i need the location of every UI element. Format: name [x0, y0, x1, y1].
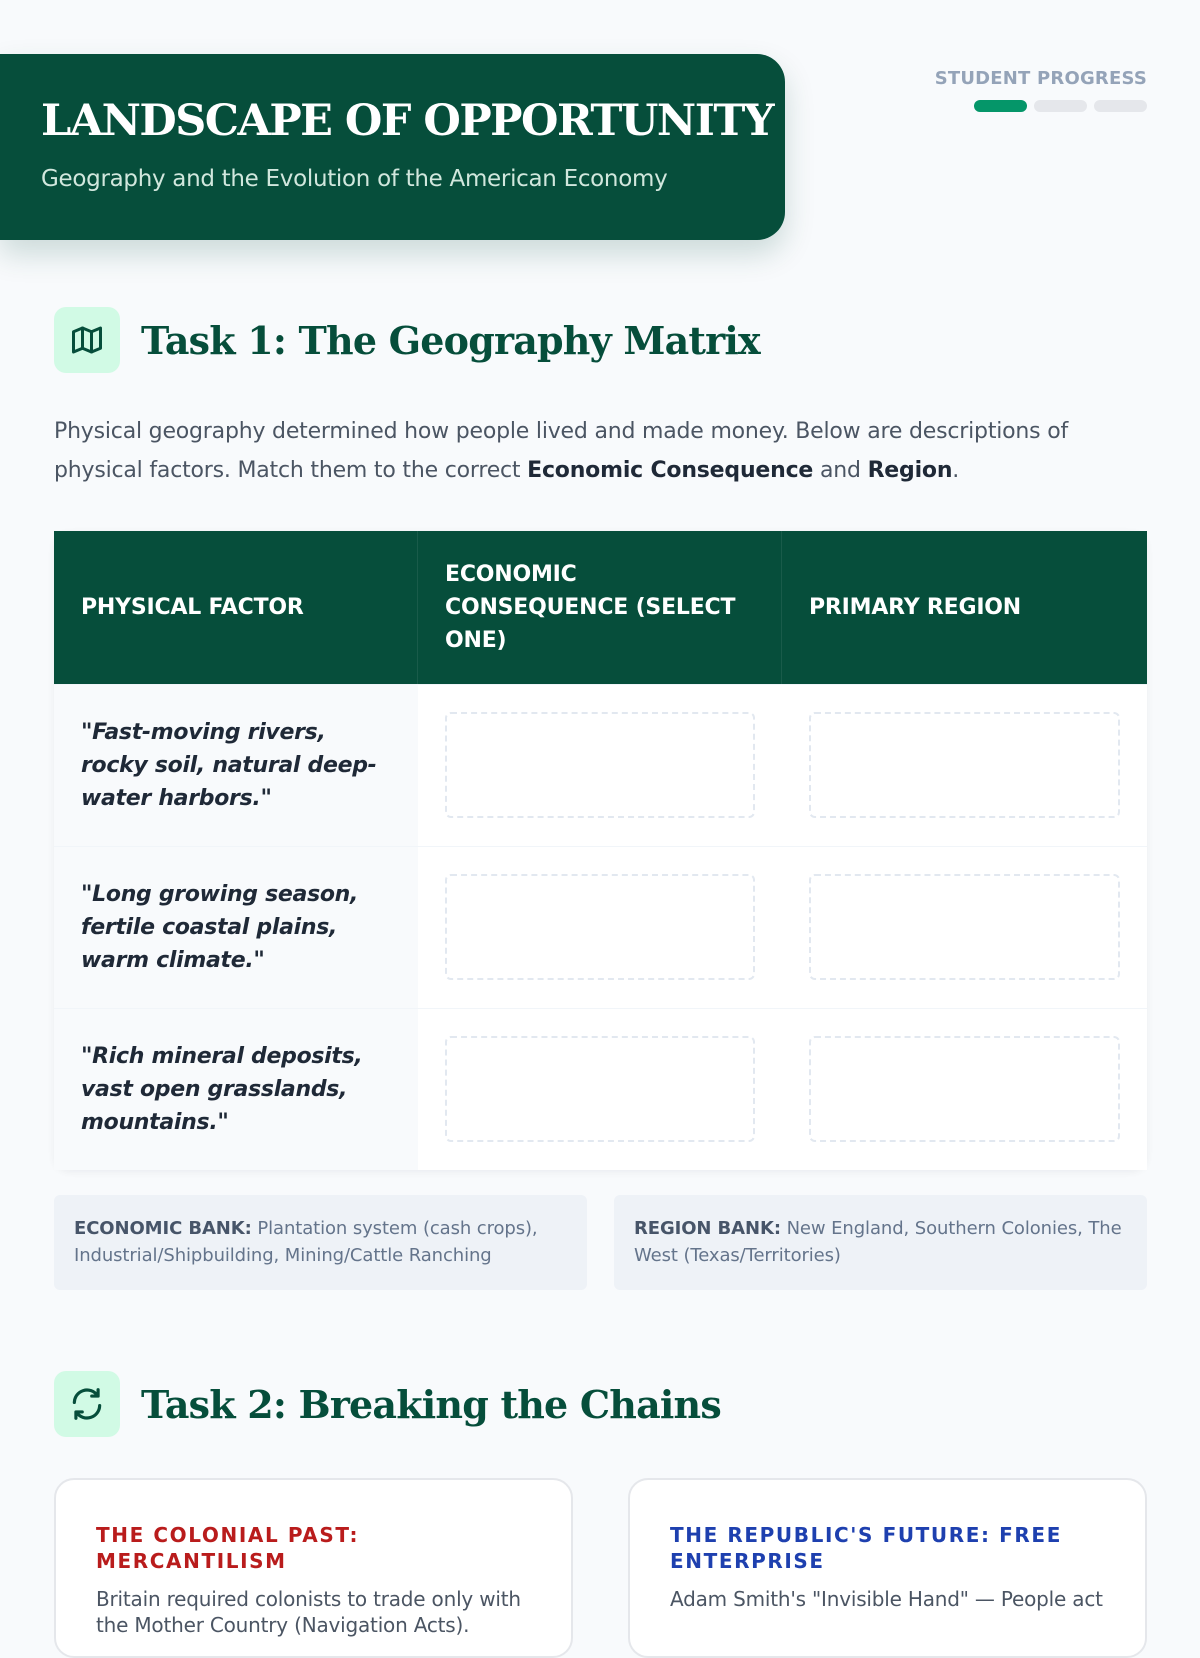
hero-banner: [0, 54, 785, 240]
physical-factor-cell: "Long growing season, fertile coastal plains, warm climate.": [54, 847, 418, 1008]
column-header-economic-consequence: ECONOMIC CONSEQUENCE (SELECT ONE): [418, 531, 782, 684]
consequence-cell: [418, 1009, 782, 1170]
page-subtitle: Geography and the Evolution of the American Economy: [41, 166, 668, 192]
intro-text: .: [952, 458, 960, 483]
table-row: [54, 684, 1147, 846]
progress-segment-pending: [1094, 100, 1147, 112]
region-cell: [782, 685, 1147, 846]
consequence-cell: [418, 685, 782, 846]
geography-matrix-table: [54, 531, 1147, 1170]
progress-segment-complete: [974, 100, 1027, 112]
consequence-cell: [418, 847, 782, 1008]
map-icon: [54, 307, 120, 373]
progress-label: STUDENT PROGRESS: [934, 68, 1147, 89]
region-dropzone[interactable]: [809, 874, 1120, 980]
card-title: THE COLONIAL PAST: MERCANTILISM: [96, 1523, 360, 1573]
task1-instructions: [54, 412, 1154, 490]
economic-bank-label: ECONOMIC BANK:: [74, 1218, 252, 1239]
page-title: LANDSCAPE OF OPPORTUNITY: [41, 96, 774, 146]
card-title: THE REPUBLIC'S FUTURE: FREE ENTERPRISE: [670, 1523, 1062, 1573]
region-bank-items: New England, Southern Colonies, The West (Texas/Territories): [634, 1218, 1122, 1266]
refresh-icon: [54, 1371, 120, 1437]
card-body: Britain required colonists to trade only with the Mother Country (Navigation Acts).: [96, 1587, 521, 1637]
physical-factor-cell: "Fast-moving rivers, rocky soil, natural deep-water harbors.": [54, 685, 418, 846]
region-bank-label: REGION BANK:: [634, 1218, 781, 1239]
economic-bank: [54, 1195, 587, 1290]
table-row: [54, 1008, 1147, 1170]
region-cell: [782, 1009, 1147, 1170]
intro-emphasis-economic: Economic Consequence: [527, 458, 814, 483]
column-header-primary-region: PRIMARY REGION: [809, 595, 1022, 620]
region-bank: [614, 1195, 1147, 1290]
mercantilism-card: [54, 1478, 573, 1658]
region-dropzone[interactable]: [809, 712, 1120, 818]
intro-text: and: [813, 458, 868, 483]
intro-text: Physical geography determined how people lived and made money. Below are descriptions of physical factors. Match them to the correct: [54, 419, 1069, 483]
economic-bank-items: Plantation system (cash crops), Industrial/Shipbuilding, Mining/Cattle Ranching: [74, 1218, 538, 1266]
intro-emphasis-region: Region: [867, 458, 953, 483]
student-progress: [935, 70, 1147, 112]
card-body: Adam Smith's "Invisible Hand" — People act: [670, 1587, 1103, 1611]
task1-title: Task 1: The Geography Matrix: [141, 317, 760, 363]
task1-heading: [54, 307, 760, 373]
task2-heading: [54, 1371, 721, 1437]
consequence-dropzone[interactable]: [445, 874, 755, 980]
consequence-dropzone[interactable]: [445, 712, 755, 818]
free-enterprise-card: [628, 1478, 1147, 1658]
consequence-dropzone[interactable]: [445, 1036, 755, 1142]
progress-segment-pending: [1034, 100, 1087, 112]
table-header: [54, 531, 1147, 684]
task2-title: Task 2: Breaking the Chains: [141, 1381, 721, 1427]
progress-indicator: [935, 100, 1147, 112]
table-row: [54, 846, 1147, 1008]
region-dropzone[interactable]: [809, 1036, 1120, 1142]
physical-factor-cell: "Rich mineral deposits, vast open grasslands, mountains.": [54, 1009, 418, 1170]
column-header-physical-factor: PHYSICAL FACTOR: [54, 531, 418, 684]
region-cell: [782, 847, 1147, 1008]
